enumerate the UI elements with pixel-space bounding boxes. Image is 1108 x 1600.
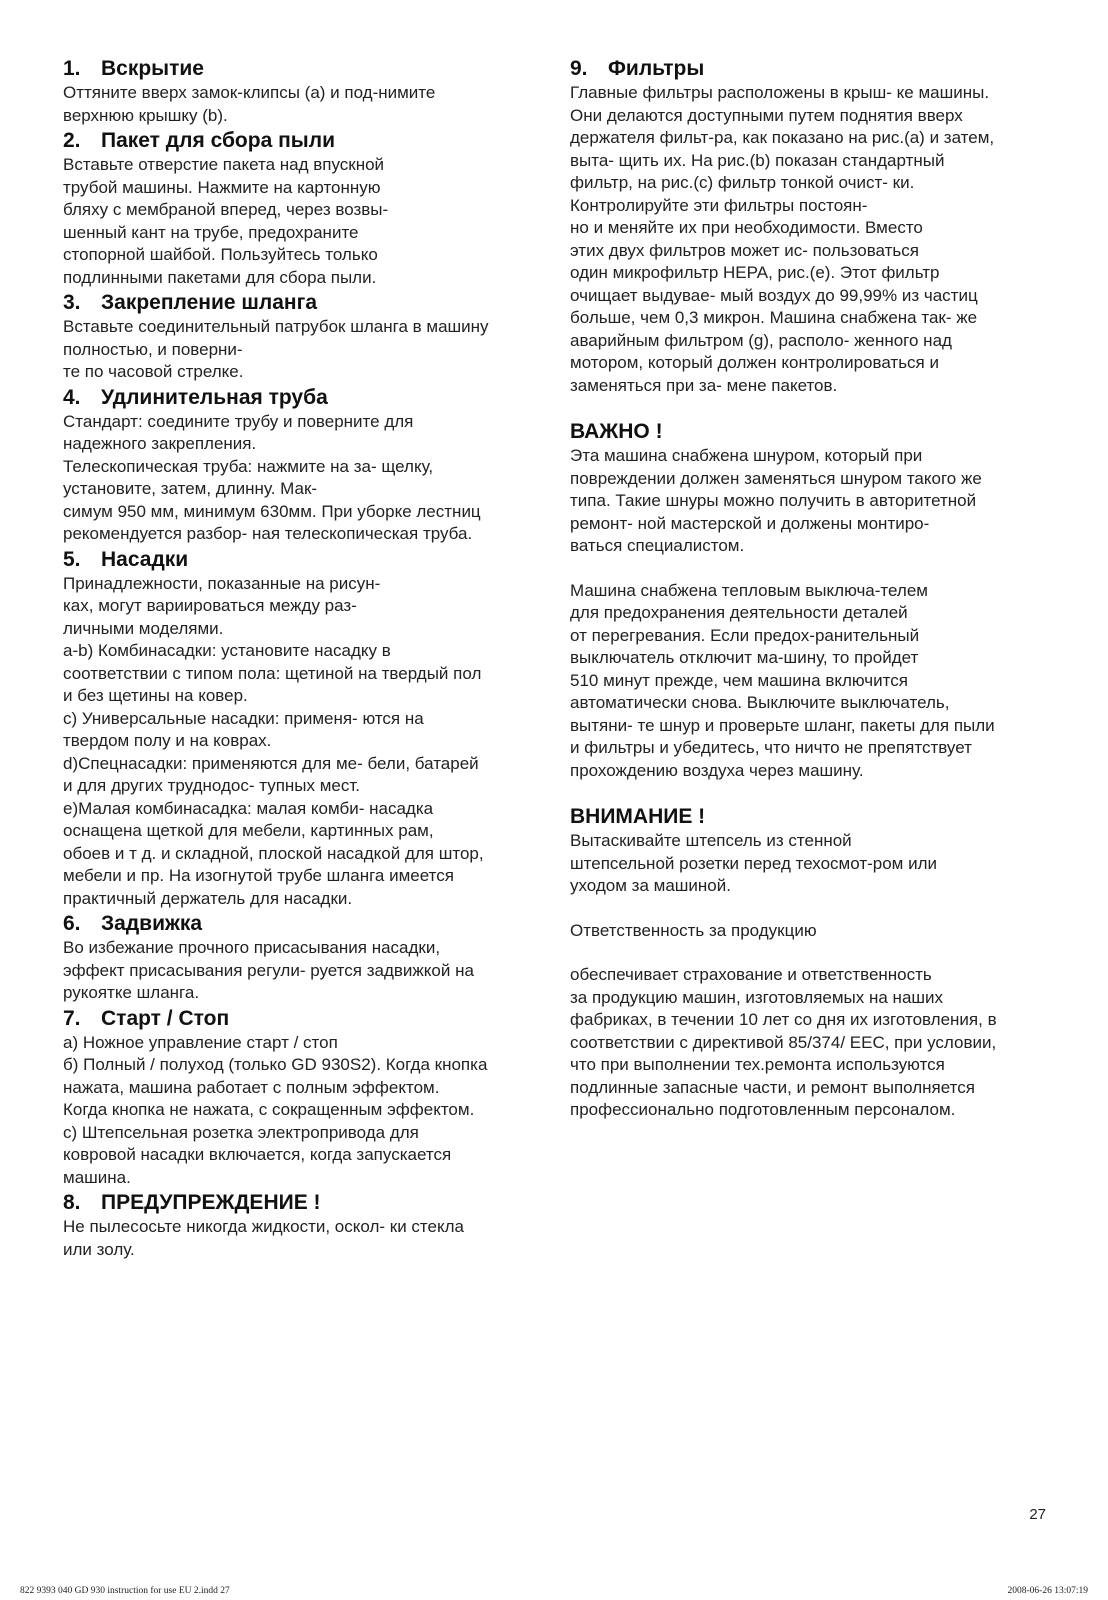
- body-text-line: больше, чем 0,3 микрон. Машина снабжена так- же: [570, 308, 978, 327]
- body-text-line: выта- щить их. На рис.(b) показан стандартный: [570, 150, 945, 170]
- section-heading: [63, 911, 553, 937]
- body-text-line: Во избежание прочного присасывания насадки,: [63, 938, 441, 957]
- page-number: 27: [1029, 1506, 1046, 1523]
- section: [63, 56, 553, 127]
- section-heading: [570, 419, 1060, 445]
- body-text-line: соответствии с директивой 85/374/ EEC, при условии,: [570, 1032, 997, 1052]
- body-text-line: e)Малая комбинасадка: малая комби- насадка: [63, 798, 434, 818]
- body-text-line: фабриках, в течении 10 лет со дня их изготовления, в: [570, 1010, 997, 1029]
- body-text-line: но и меняйте их при необходимости. Вместо: [570, 218, 923, 237]
- body-text-line: аварийным фильтром (g), располо- женного над: [570, 330, 952, 350]
- body-text-line: прохождению воздуха через машину.: [570, 760, 864, 780]
- body-text-line: полностью, и поверни-: [63, 339, 243, 359]
- right-column: [570, 56, 1060, 1122]
- section-heading: [63, 1006, 553, 1032]
- body-text-line: симум 950 мм, минимум 630мм. При уборке лестниц: [63, 501, 481, 521]
- body-text-line: б) Полный / полуход (только GD 930S2). Когда кнопка: [63, 1055, 488, 1074]
- section-title: Задвижка: [101, 912, 203, 935]
- body-text-line: или золу.: [63, 1239, 135, 1259]
- section: [63, 385, 553, 546]
- body-text-line: верхнюю крышку (b).: [63, 105, 228, 125]
- section-number: 8.: [63, 1191, 81, 1214]
- section-title: ВАЖНО !: [570, 420, 663, 443]
- body-text-line: рекомендуется разбор- ная телескопическая труба.: [63, 524, 473, 543]
- section-title: Вскрытие: [101, 57, 204, 80]
- section-heading: [63, 385, 553, 411]
- body-text-line: мотором, который должен контролироваться и: [570, 353, 939, 372]
- body-text-line: фильтр, на рис.(c) фильтр тонкой очист- ки.: [570, 173, 915, 192]
- body-text-line: Они делаются доступными путем поднятия вверх: [570, 105, 963, 125]
- section: [63, 1190, 553, 1261]
- body-text-line: надежного закрепления.: [63, 434, 257, 453]
- body-text-line: ковровой насадки включается, когда запускается: [63, 1145, 452, 1164]
- body-text-line: те по часовой стрелке.: [63, 362, 244, 381]
- body-text-line: соответствии с типом пола: щетиной на твердый пол: [63, 663, 482, 683]
- body-text-line: типа. Такие шнуры можно получить в авторитетной: [570, 491, 977, 510]
- body-text-line: вытяни- те шнур и проверьте шланг, пакеты для пыли: [570, 715, 995, 735]
- section-heading: [570, 804, 1060, 830]
- section-number: 7.: [63, 1006, 81, 1030]
- body-text-line: подлинными пакетами для сбора пыли.: [63, 267, 377, 287]
- body-text-line: бляху с мембраной вперед, через возвы-: [63, 200, 389, 219]
- body-text-line: Не пылесосьте никогда жидкости, оскол- ки стекла: [63, 1217, 464, 1236]
- section: [63, 547, 553, 911]
- body-text-line: личными моделями.: [63, 618, 224, 638]
- section-heading: [570, 56, 1060, 82]
- section: [63, 1006, 553, 1190]
- section-title: Удлинительная труба: [101, 385, 328, 409]
- body-text-line: твердом полу и на коврах.: [63, 731, 272, 750]
- body-text-line: шенный кант на трубе, предохраните: [63, 222, 359, 242]
- body-text-line: стопорной шайбой. Пользуйтесь только: [63, 245, 378, 264]
- body-text-line: автоматически снова. Выключите выключатель,: [570, 693, 950, 712]
- section: [570, 804, 1060, 1122]
- paragraph-gap: [570, 898, 1060, 920]
- body-text-line: Ответственность за продукцию: [570, 920, 817, 940]
- body-text-line: машина.: [63, 1167, 131, 1187]
- body-text-line: эффект присасывания регули- руется задвижкой на: [63, 960, 474, 980]
- section: [63, 290, 553, 384]
- paragraph-gap: [570, 942, 1060, 964]
- section-heading: [63, 128, 553, 154]
- section-number: 5.: [63, 547, 81, 571]
- paragraph-gap: [570, 558, 1060, 580]
- body-text-line: один микрофильтр HEPA, рис.(e). Этот фильтр: [570, 263, 940, 282]
- body-text-line: нажата, машина работает с полным эффектом.: [63, 1077, 440, 1097]
- section-title: Закрепление шланга: [101, 291, 318, 314]
- body-text-line: ках, могут вариироваться между раз-: [63, 596, 357, 615]
- footer-timestamp: 2008-06-26 13:07:19: [1007, 1586, 1088, 1596]
- body-text-line: штепсельной розетки перед техосмот-ром или: [570, 853, 938, 873]
- body-text-line: Вставьте соединительный патрубок шланга в машину: [63, 317, 489, 336]
- body-text-line: c) Универсальные насадки: применя- ются на: [63, 708, 424, 728]
- section-number: 3.: [63, 291, 81, 314]
- body-text-line: Телескопическая труба: нажмите на за- щелку,: [63, 456, 434, 476]
- footer-file-info: 822 9393 040 GD 930 instruction for use EU 2.indd 27: [20, 1586, 230, 1596]
- body-text-line: Вставьте отверстие пакета над впускной: [63, 155, 385, 174]
- body-text-line: Стандарт: соедините трубу и поверните для: [63, 411, 414, 431]
- body-text-line: профессионально подготовленным персоналом.: [570, 1100, 956, 1119]
- section: [63, 128, 553, 289]
- section-title: Насадки: [101, 547, 189, 571]
- body-text-line: подлинные запасные части, и ремонт выполняется: [570, 1077, 975, 1097]
- body-text-line: оснащена щеткой для мебели, картинных рам,: [63, 821, 434, 840]
- body-text-line: заменяться при за- мене пакетов.: [570, 375, 838, 395]
- section-number: 6.: [63, 912, 81, 935]
- section: [570, 419, 1060, 782]
- body-text-line: Оттяните вверх замок-клипсы (а) и под-нимите: [63, 83, 436, 102]
- body-text-line: установите, затем, длинну. Мак-: [63, 479, 318, 498]
- body-text-line: Машина снабжена тепловым выключа-телем: [570, 580, 928, 600]
- section-number: 9.: [570, 57, 588, 80]
- body-text-line: и для других труднодос- тупных мест.: [63, 776, 361, 795]
- body-text-line: что при выполнении тех.ремонта используются: [570, 1055, 945, 1074]
- body-text-line: ваться специалистом.: [570, 536, 745, 555]
- body-text-line: очищает выдувае- мый воздух до 99,99% из частиц: [570, 285, 978, 305]
- body-text-line: 510 минут прежде, чем машина включится: [570, 670, 908, 690]
- body-text-line: Когда кнопка не нажата, с сокращенным эффектом.: [63, 1100, 475, 1119]
- section-title: ВНИМАНИЕ !: [570, 805, 706, 828]
- body-text-line: Контролируйте эти фильтры постоян-: [570, 195, 868, 215]
- body-text-line: выключатель отключит ма-шину, то пройдет: [570, 648, 919, 667]
- body-text-line: этих двух фильтров может ис- пользоваться: [570, 240, 919, 260]
- body-text-line: ремонт- ной мастерской и должены монтиро-: [570, 513, 930, 533]
- body-text-line: повреждении должен заменяться шнуром такого же: [570, 468, 982, 488]
- body-text-line: обоев и т д. и складной, плоской насадкой для штор,: [63, 843, 484, 863]
- body-text-line: d)Спецнасадки: применяются для ме- бели, батарей: [63, 753, 479, 773]
- body-text-line: a-b) Комбинасадки: установите насадку в: [63, 641, 391, 660]
- body-text-line: уходом за машиной.: [570, 876, 731, 895]
- section-number: 1.: [63, 57, 81, 80]
- section: [570, 56, 1060, 397]
- body-text-line: Вытаскивайте штепсель из стенной: [570, 831, 852, 850]
- body-text-line: a) Ножное управление старт / стоп: [63, 1032, 338, 1052]
- left-column: [63, 56, 553, 1261]
- section: [63, 911, 553, 1005]
- body-text-line: c) Штепсельная розетка электропривода для: [63, 1122, 419, 1142]
- body-text-line: Эта машина снабжена шнуром, который при: [570, 446, 923, 465]
- section-title: Фильтры: [608, 57, 705, 80]
- body-text-line: и фильтры и убедитесь, что ничто не препятствует: [570, 738, 972, 757]
- body-text-line: для предохранения деятельности деталей: [570, 603, 908, 622]
- section-heading: [63, 1190, 553, 1216]
- section-heading: [63, 547, 553, 573]
- section-number: 4.: [63, 385, 81, 409]
- body-text-line: за продукцию машин, изготовляемых на наших: [570, 987, 944, 1007]
- section-title: ПРЕДУПРЕЖДЕНИЕ !: [101, 1191, 321, 1214]
- body-text-line: держателя фильт-ра, как показано на рис.(a) и затем,: [570, 128, 995, 147]
- body-text-line: и без щетины на ковер.: [63, 686, 248, 705]
- section-title: Старт / Стоп: [101, 1006, 230, 1030]
- section-heading: [63, 56, 553, 82]
- body-text-line: Главные фильтры расположены в крыш- ке машины.: [570, 83, 990, 102]
- body-text-line: от перегревания. Если предох-ранительный: [570, 625, 920, 645]
- body-text-line: практичный держатель для насадки.: [63, 888, 353, 908]
- body-text-line: рукоятке шланга.: [63, 983, 200, 1002]
- section-heading: [63, 290, 553, 316]
- body-text-line: мебели и пр. На изогнутой трубе шланга имеется: [63, 866, 454, 885]
- body-text-line: трубой машины. Нажмите на картонную: [63, 177, 381, 197]
- section-title: Пакет для сбора пыли: [101, 129, 335, 152]
- body-text-line: обеспечивает страхование и ответственность: [570, 965, 932, 984]
- section-number: 2.: [63, 129, 81, 152]
- body-text-line: Принадлежности, показанные на рисун-: [63, 573, 381, 593]
